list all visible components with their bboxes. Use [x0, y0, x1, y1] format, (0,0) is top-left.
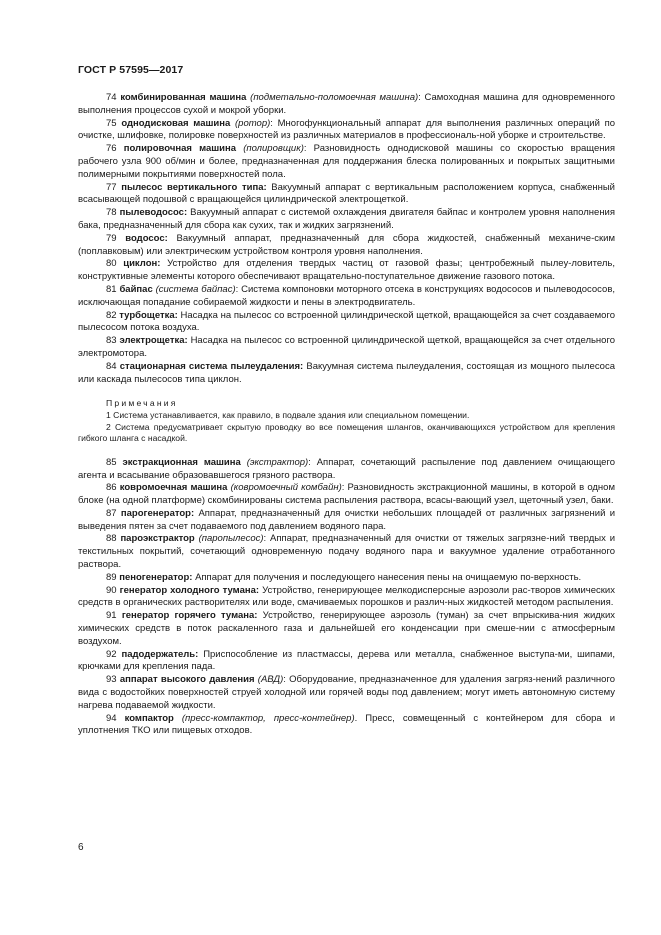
term-separator: : [263, 533, 267, 545]
term-synonym: (подметально-поломоечная машина) [250, 92, 419, 103]
term-name: турбощетка: [119, 309, 178, 321]
term-definition: Вакуумный аппарат с системой охлаждения двигателя байпас и контролем уровня наполнения бака, предназначенный для сбора как сухих, так и жидких загрязнений. [78, 207, 616, 231]
term-definition: Система компоновки моторного отсека в конструкциях водососов и пылеводососов, исключающая попадание собираемой жидкости и пены в электродвигатель. [78, 283, 616, 308]
term-entry [78, 207, 615, 233]
term-name: падодержатель: [121, 648, 199, 660]
term-synonym: (ротор) [235, 117, 271, 129]
term-number: 81 [106, 283, 117, 295]
page-number: 6 [78, 842, 84, 853]
term-number: 88 [106, 533, 117, 545]
term-separator: : [283, 674, 286, 686]
term-definition: Насадка на пылесос со встроенной цилиндрической щеткой, вращающейся за счет отдельного электромотора. [78, 335, 616, 359]
term-number: 87 [106, 507, 117, 519]
term-name: парогенератор: [120, 507, 195, 519]
term-list-after-notes [78, 457, 615, 739]
term-definition: Вакуумный аппарат, предназначенный для сбора жидкостей, снабженный механиче-ским (поплавковым) или электрическим устройством контроля уровня наполнения. [78, 232, 616, 257]
term-definition: Аппарат, предназначенный для очистки небольших площадей от различных загрязнений и выведения пятен за счет подаваемого под давлением водяного пара. [78, 507, 616, 532]
term-entry [78, 233, 615, 259]
document-body [78, 92, 615, 738]
term-synonym: (полировщик) [243, 143, 304, 155]
term-separator: : [308, 456, 311, 468]
term-separator: . [354, 712, 358, 724]
term-number: 74 [106, 92, 117, 103]
term-definition: Многофункциональный аппарат для выполнения различных операций по очистке, шлифовке, полировке поверхностей из различных материалов в профессиональ-ной уборке и строительстве. [78, 117, 616, 142]
term-entry [78, 508, 615, 534]
term-number: 82 [106, 309, 117, 321]
term-number: 84 [106, 360, 117, 372]
term-definition: Самоходная машина для одновременного выполнения процессов сухой и мокрой уборки. [78, 92, 616, 116]
term-entry [78, 585, 615, 611]
term-definition: Приспособление из пластмассы, дерева или металла, снабженное выступа-ми, шипами, крючками для крепления пада. [78, 648, 616, 673]
term-entry [78, 572, 615, 585]
term-name: пылеводосос: [119, 207, 188, 219]
term-name: аппарат высокого давления [119, 674, 255, 686]
term-entry [78, 482, 615, 508]
term-separator: : [341, 482, 345, 494]
term-entry [78, 118, 615, 144]
term-definition: Разновидность экстракционной машины, в которой в одном блоке (на одной платформе) скомбинированы система распыления раствора, всасы-вающий узел, щеточный узел, баки. [78, 482, 615, 507]
term-name: генератор горячего тумана: [121, 610, 258, 622]
term-number: 76 [106, 143, 117, 155]
term-name: полировочная машина [123, 143, 237, 155]
term-synonym: (паропылесос) [198, 533, 264, 545]
term-entry [78, 610, 615, 648]
term-entry [78, 92, 615, 118]
term-synonym: (АВД) [257, 674, 284, 686]
term-entry [78, 335, 615, 361]
term-definition: Оборудование, предназначенное для удаления загряз-нений различного вида с водостойких поверхностей струей холодной или горячей воды под давлением; могут иметь автономную систему нагрева подаваемой жидкости. [78, 674, 615, 711]
term-synonym: (экстрактор) [246, 456, 309, 468]
term-name: циклон: [123, 258, 161, 270]
term-separator: : [418, 92, 421, 103]
term-entry [78, 258, 615, 284]
term-entry [78, 361, 615, 387]
term-entry [78, 674, 615, 712]
term-synonym: (система байпас) [155, 283, 236, 295]
term-number: 83 [106, 335, 117, 347]
note-item: 2 Система предусматривает скрытую проводку во все помещения шлангов, оканчивающихся устройством для крепления гибкого шланга с насадкой. [78, 421, 615, 444]
term-definition: Аппарат, предназначенный для очистки от тяжелых загрязне-ний твердых и текстильных покрытий, сочетающий одновременную подачу водяного пара и вакуумное удаление отработанного раствора. [78, 533, 616, 571]
term-name: байпас [119, 283, 153, 295]
term-definition: Устройство, генерирующее мелкодисперсные аэрозоли рас-творов химических средств в органических растворителях или воде, смачиваемых порошков и различ-ных жидкостей методом распыления. [78, 584, 615, 609]
term-definition: Вакуумная система пылеудаления, состоящая из мощного пылесоса или каскада пылесосов типа циклон. [78, 360, 616, 385]
term-name: ковромоечная машина [119, 482, 228, 494]
term-number: 78 [106, 207, 117, 219]
term-number: 89 [106, 571, 117, 583]
term-name: пароэкстрактор [120, 533, 195, 545]
term-entry [78, 533, 615, 571]
term-name: пеногенератор: [119, 571, 193, 583]
term-definition: Пресс, совмещенный с контейнером для сбора и уплотнения ТКО или пищевых отходов. [78, 712, 616, 737]
term-synonym: (ковромоечный комбайн) [230, 482, 342, 494]
term-number: 79 [106, 232, 117, 244]
term-definition: Вакуумный аппарат с вертикальным расположением корпуса, снабженный всасывающей подошвой с вращающейся цилиндрической электрощеткой. [78, 181, 615, 206]
term-name: комбинированная машина [120, 92, 247, 103]
term-name: пылесос вертикального типа: [121, 181, 267, 193]
term-number: 85 [106, 456, 117, 468]
term-entry [78, 713, 615, 739]
term-definition: Устройство, генерирующее аэрозоль (туман) за счет впрыскива-ния жидких химических средств в поток раскаленного газа и дальнейшей его конденсации при смеше-нии с атмосферным воздухом. [78, 610, 616, 647]
term-name: компактор [124, 712, 174, 724]
term-separator: : [235, 283, 239, 295]
term-name: водосос: [125, 232, 168, 244]
term-number: 91 [106, 610, 117, 622]
term-name: генератор холодного тумана: [119, 584, 260, 596]
term-number: 77 [106, 181, 117, 193]
term-entry [78, 310, 615, 336]
term-entry [78, 457, 615, 483]
term-definition: Устройство для отделения твердых частиц от газовой фазы; центробежный пылеу-ловитель, конструктивные элементы которого обеспечивают вращательно-поступательное движение газового потока. [78, 258, 615, 283]
term-number: 92 [106, 648, 117, 660]
term-name: электрощетка: [119, 335, 188, 347]
term-definition: Аппарат, сочетающий распыление под давлением очищающего агента и всасывание образовавшегося грязного раствора. [78, 456, 616, 481]
term-number: 80 [106, 258, 117, 270]
document-header: ГОСТ Р 57595—2017 [78, 64, 184, 76]
term-definition: Разновидность однодисковой машины со скоростью вращения рабочего узла 900 об/мин и более, предназначенная для поддержания блеска полированных и покрытых защитными полимерными покрытиями поверхностей пола. [78, 143, 615, 180]
term-definition: Аппарат для получения и последующего нанесения пены на очищаемую по-верхность. [192, 571, 582, 583]
term-entry [78, 143, 615, 181]
term-number: 75 [106, 117, 117, 129]
term-number: 90 [106, 584, 117, 596]
term-name: однодисковая машина [121, 117, 231, 129]
term-name: экстракционная машина [122, 456, 241, 468]
term-name: стационарная система пылеудаления: [119, 360, 304, 372]
term-number: 94 [106, 712, 117, 724]
term-entry [78, 182, 615, 208]
note-item: 1 Система устанавливается, как правило, в подвале здания или специальном помещении. [106, 409, 470, 420]
term-entry [78, 284, 615, 310]
term-number: 86 [106, 482, 117, 494]
term-list-before-notes [78, 92, 615, 386]
term-entry [78, 649, 615, 675]
notes-block [78, 398, 615, 444]
term-synonym: (пресс-компактор, пресс-контейнер) [181, 712, 355, 724]
term-number: 93 [106, 674, 117, 686]
notes-title: Примечания [106, 398, 178, 409]
term-separator: : [270, 117, 273, 129]
term-separator: : [303, 143, 307, 155]
term-definition: Насадка на пылесос со встроенной цилиндрической щеткой, вращающейся за счет создаваемого пылесосом потока воздуха. [78, 309, 615, 334]
